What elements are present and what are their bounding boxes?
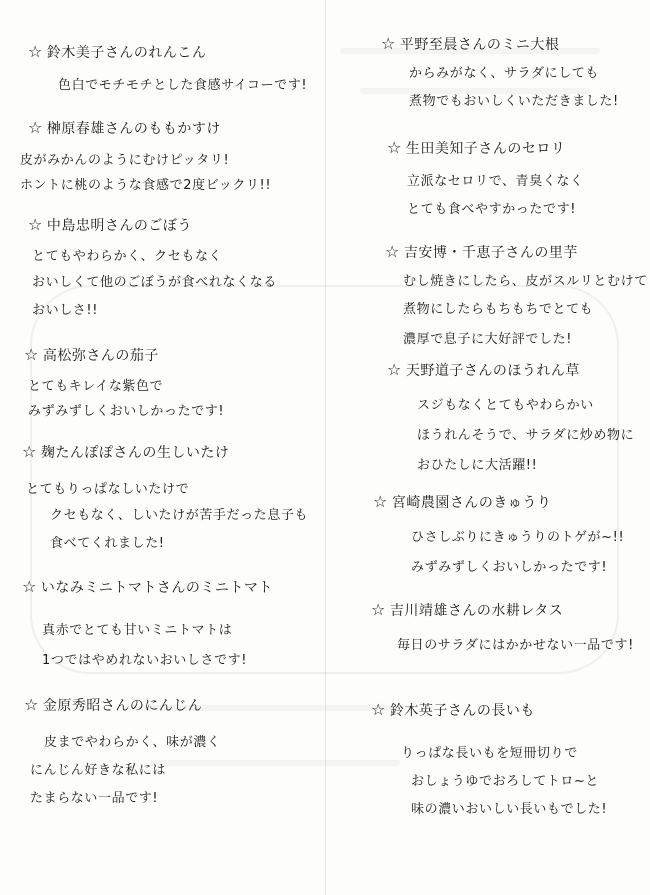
review-line: おひたしに大活躍!!	[417, 458, 538, 473]
review-line: 食べてくれました!	[50, 536, 165, 551]
review-title	[371, 600, 563, 620]
review-entry	[24, 695, 221, 806]
review-line: とてもキレイな紫色で	[28, 379, 164, 394]
review-line: ほうれんそうで、サラダに炒め物に	[417, 428, 635, 443]
star-icon: ☆	[385, 242, 400, 261]
producer-and-item: 中島忠明さんのごぼう	[46, 218, 192, 234]
review-line: みずみずしくおいしかったです!	[411, 560, 608, 575]
producer-and-item: 金原秀昭さんのにんじん	[42, 698, 203, 714]
review-entry	[22, 577, 273, 668]
review-line: とてもりっぱなしいたけで	[26, 482, 190, 497]
review-entry	[28, 42, 308, 93]
review-line: 濃厚で息子に大好評でした!	[403, 332, 573, 347]
producer-and-item: 鈴木美子さんのれんこん	[46, 45, 207, 61]
star-icon: ☆	[371, 600, 386, 619]
review-line: にんじん好きな私には	[30, 763, 167, 778]
review-entry	[371, 600, 634, 653]
review-line: 色白でモチモチとした食感サイコーです!	[58, 78, 308, 93]
star-icon: ☆	[28, 42, 43, 61]
review-line: 煮物にしたらもちもちでとても	[403, 302, 594, 317]
producer-and-item: 平野至晨さんのミニ大根	[399, 37, 560, 53]
star-icon: ☆	[28, 118, 43, 137]
review-title	[24, 345, 159, 365]
review-title	[371, 700, 535, 720]
review-line: たまらない一品です!	[30, 791, 159, 806]
star-icon: ☆	[24, 695, 39, 714]
review-line: クセもなく、しいたけが苦手だった息子も	[50, 508, 309, 523]
review-title	[385, 242, 578, 262]
producer-and-item: 宮崎農園さんのきゅうり	[391, 495, 552, 511]
review-entry	[385, 242, 648, 347]
review-title	[387, 138, 565, 158]
review-entry	[20, 118, 272, 193]
review-title	[28, 42, 206, 62]
star-icon: ☆	[22, 442, 37, 461]
star-icon: ☆	[24, 345, 39, 364]
review-title	[22, 577, 273, 597]
review-title	[24, 695, 202, 715]
star-icon: ☆	[387, 360, 402, 379]
review-line: おしょうゆでおろしてトロ~と	[411, 774, 600, 789]
review-title	[22, 442, 229, 462]
review-line: 皮がみかんのようにむけピッタリ!	[20, 153, 230, 168]
producer-and-item: いなみミニトマトさんのミニトマト	[40, 580, 273, 596]
review-line: ホントに桃のような食感で2度ビックリ!!	[20, 178, 272, 193]
review-title	[387, 360, 580, 380]
bleed-through-line	[150, 760, 400, 766]
review-line: 真赤でとても甘いミニトマトは	[42, 623, 233, 638]
review-title	[381, 34, 559, 54]
review-line: おいしくて他のごぼうが食べれなくなる	[32, 275, 277, 290]
star-icon: ☆	[22, 577, 37, 596]
review-title	[28, 215, 192, 235]
star-icon: ☆	[371, 700, 386, 719]
star-icon: ☆	[387, 138, 402, 157]
producer-and-item: 生田美知子さんのセロリ	[405, 141, 566, 157]
review-line: りっぱな長いもを短冊切りで	[401, 746, 578, 761]
producer-and-item: 吉川靖雄さんの水耕レタス	[389, 603, 564, 619]
star-icon: ☆	[373, 492, 388, 511]
review-line: おいしさ!!	[32, 303, 99, 318]
review-line: 毎日のサラダにはかかせない一品です!	[397, 638, 634, 653]
review-line: からみがなく、サラダにしても	[409, 66, 600, 81]
review-line: 皮までやわらかく、味が濃く	[44, 735, 221, 750]
star-icon: ☆	[28, 215, 43, 234]
review-title	[28, 118, 221, 138]
review-line: みずみずしくおいしかったです!	[28, 404, 225, 419]
center-fold	[325, 0, 326, 895]
producer-and-item: 鈴木英子さんの長いも	[389, 703, 535, 719]
review-line: 煮物でもおいしくいただきました!	[409, 94, 619, 109]
review-entry	[381, 34, 619, 109]
review-entry	[22, 442, 309, 551]
review-line: 味の濃いおいしい長いもでした!	[411, 802, 608, 817]
producer-and-item: 高松弥さんの茄子	[42, 348, 159, 364]
review-entry	[371, 700, 608, 817]
review-line: むし焼きにしたら、皮がスルリとむけて	[403, 274, 648, 289]
review-entry	[28, 215, 277, 318]
review-line: スジもなくとてもやわらかい	[417, 398, 594, 413]
review-line: ひさしぶりにきゅうりのトゲが~!!	[411, 530, 625, 545]
producer-and-item: 天野道子さんのほうれん草	[405, 363, 580, 379]
star-icon: ☆	[381, 34, 396, 53]
producer-and-item: 吉安博・千恵子さんの里芋	[403, 245, 578, 261]
review-entry	[387, 360, 635, 473]
review-entry	[373, 492, 625, 575]
producer-and-item: 榊原春雄さんのももかすけ	[46, 121, 221, 137]
review-line: とてもやわらかく、クセもなく	[32, 249, 223, 264]
review-line: とても食べやすかったです!	[407, 202, 577, 217]
review-line: 1つではやめれないおいしさです!	[42, 653, 248, 668]
producer-and-item: 麹たんぽぽさんの生しいたけ	[40, 445, 230, 461]
review-entry	[24, 345, 225, 419]
review-title	[373, 492, 551, 512]
review-line: 立派なセロリで、青臭くなく	[407, 174, 584, 189]
review-entry	[387, 138, 584, 217]
